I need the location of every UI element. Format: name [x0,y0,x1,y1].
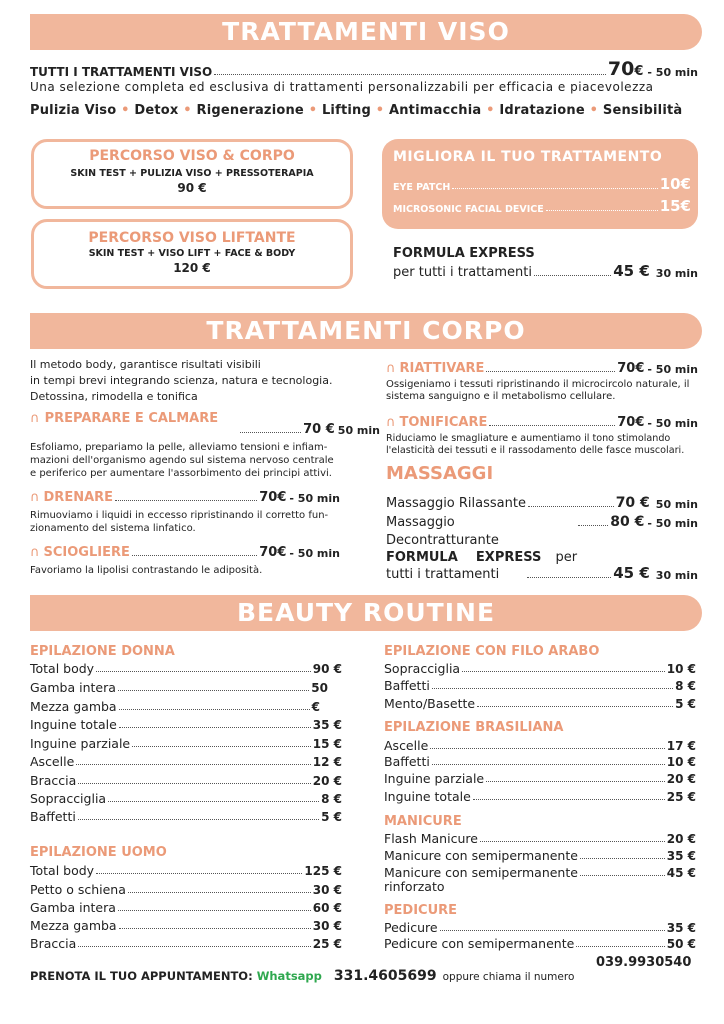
item-price: 12 € [312,755,342,769]
corpo-intro-line: in tempi brevi integrando scienza, natura e tecnologia. [30,374,333,387]
item-price: 5 € [321,810,342,824]
corpo-banner: TRATTAMENTI CORPO [30,313,702,349]
price-row [30,699,342,714]
price-row [384,848,696,863]
item-price: 30 € [312,883,342,897]
viso-express-title: FORMULA EXPRESS [393,246,535,261]
item-price: 8 € [321,792,342,806]
preparare-price: 70 € [303,422,335,437]
desc-line: zionamento del sistema linfatico. [30,523,196,534]
massaggio-rilassante-row [386,495,698,511]
price-row [30,900,342,915]
viso-express-label: per tutti i trattamenti [393,265,532,280]
item-label: Inguine totale [30,717,117,732]
massaggio-decontratturante-price: 80 € [610,514,645,530]
item-label: Gamba intera [30,680,116,695]
price-row [384,771,696,786]
landline-number[interactable]: 039.9930540 [596,955,692,970]
sciogliere-price: 70€ [259,545,287,560]
item-label: Braccia [30,936,77,951]
desc-line: sistema sanguigno e il metabolismo cellulare. [386,391,616,402]
item-label: Manicure con semipermanente [384,848,578,863]
filo-arabo-title: EPILAZIONE CON FILO ARABO [384,644,600,659]
viso-express-duration: 30 min [655,267,698,280]
riattivare-title: RIATTIVARE [399,361,485,376]
drenare-duration: - 50 min [289,492,340,505]
item-label: Total body [30,863,95,878]
viso-all-row [30,59,698,79]
price-row [384,696,696,711]
bullet-icon: • [308,103,318,118]
viso-all-duration: - 50 min [647,66,698,79]
percorso-liftante-price: 120 € [173,261,211,275]
sciogliere-title: SCIOGLIERE [43,545,130,560]
massaggio-decontratturante-row [386,514,698,530]
drenare-row [30,490,340,505]
percorso-liftante-title: PERCORSO VISO LIFTANTE [88,230,296,246]
massaggi-title: MASSAGGI [386,463,494,484]
price-row [30,809,342,824]
item-price: 8 € [675,679,696,693]
corpo-intro-line: Il metodo body, garantisce risultati visibili [30,358,261,371]
price-row [30,882,342,897]
flower-icon: ∩ [30,490,40,505]
item-price: 15 € [312,737,342,751]
corpo-express-per: per [555,550,578,565]
desc-line: e periferico per aumentare l'assorbimento dei principi attivi. [30,468,332,479]
item-price: 35 € [666,849,696,863]
pedicure-title: PEDICURE [384,903,458,918]
tonificare-row [386,415,698,430]
item-label: Inguine parziale [30,736,131,751]
epilazione-donna-title: EPILAZIONE DONNA [30,644,175,659]
item-label: Inguine totale [384,789,471,804]
category-idratazione: Idratazione [499,103,585,118]
category-rigenerazione: Rigenerazione [196,103,304,118]
riattivare-price: 70€ [617,361,645,376]
percorso-viso-corpo-desc: SKIN TEST + PULIZIA VISO + PRESSOTERAPIA [70,168,314,179]
price-row [30,773,342,788]
item-price: 10 € [666,662,696,676]
item-label: Mezza gamba [30,699,117,714]
category-detox: Detox [134,103,179,118]
percorso-viso-corpo-price: 90 € [177,181,207,195]
item-label: Ascelle [384,738,429,753]
viso-all-title: TUTTI I TRATTAMENTI VISO [30,65,213,79]
item-label: Mento/Basette [384,696,476,711]
migliora-item [393,197,691,215]
price-row [30,918,342,933]
percorso-liftante-box [31,219,353,289]
price-row [30,661,342,676]
price-row [384,920,696,935]
drenare-desc [30,509,328,535]
migliora-item-label: EYE PATCH [393,182,451,193]
category-sensibilita: Sensibilità [602,103,683,118]
category-lifting: Lifting [321,103,371,118]
footer-line [30,968,574,984]
viso-description: Una selezione completa ed esclusiva di trattamenti personalizzabili per efficacia e piacevolezza [30,80,654,94]
corpo-intro [30,357,332,405]
price-row [30,863,342,878]
drenare-price: 70€ [259,490,287,505]
migliora-title: MIGLIORA IL TUO TRATTAMENTO [393,149,663,165]
riattivare-duration: - 50 min [647,363,698,376]
brasiliana-title: EPILAZIONE BRASILIANA [384,720,564,735]
bullet-icon: • [183,103,192,118]
category-antimacchia: Antimacchia [388,103,482,118]
massaggio-decontratturante-label2: Decontratturante [386,533,499,548]
bullet-icon: • [375,103,385,118]
price-row [384,754,696,769]
item-label: Petto o schiena [30,882,126,897]
viso-express-price: 45 € [613,262,650,280]
epilazione-uomo-title: EPILAZIONE UOMO [30,845,167,860]
massaggio-rilassante-duration: 50 min [655,498,698,511]
item-price: 50 € [666,937,696,951]
price-row [30,936,342,951]
item-price: 35 € [312,718,342,732]
riattivare-row [386,361,698,376]
tonificare-title: TONIFICARE [399,415,488,430]
beauty-banner: BEAUTY ROUTINE [30,595,702,631]
migliora-item-price: 10€ [659,175,691,193]
percorso-viso-corpo-box [31,139,353,209]
desc-line: Rimuoviamo i liquidi in eccesso ripristinando il corretto fun- [30,510,329,521]
bullet-icon: • [486,103,495,118]
prenota-label: PRENOTA IL TUO APPUNTAMENTO: [30,969,253,983]
corpo-express-word: EXPRESS [475,550,542,565]
corpo-express-word: FORMULA [386,550,458,565]
tonificare-price: 70€ [617,415,645,430]
price-row [384,831,696,846]
drenare-title: DRENARE [43,490,114,505]
desc-line: Riduciamo le smagliature e aumentiamo il tono stimolando [386,433,671,444]
bullet-icon: • [589,103,599,118]
item-price: 50 [311,681,328,695]
tonificare-duration: - 50 min [647,417,698,430]
massaggio-rilassante-price: 70 € [615,495,650,511]
item-label: Gamba intera [30,900,116,915]
migliora-box [382,139,698,229]
massaggio-decontratturante-label: Massaggio [386,515,455,530]
phone-number[interactable]: 331.4605699 [333,968,437,984]
massaggio-rilassante-label: Massaggio Rilassante [386,496,526,511]
price-row [30,717,342,732]
oppure-label: oppure chiama il numero [442,971,575,983]
manicure-rinforzato: rinforzato [384,879,445,894]
item-price: 90 € [312,662,342,676]
item-price: 35 € [666,921,696,935]
item-label: Sopracciglia [384,661,461,676]
item-price: 5 € [675,697,696,711]
item-label: Pedicure con semipermanente [384,936,575,951]
item-price: 20 € [666,832,696,846]
flower-icon: ∩ [30,545,40,560]
item-label: Mezza gamba [30,918,117,933]
preparare-price-row [238,422,380,437]
whatsapp-link[interactable]: Whatsapp [256,969,322,983]
flower-icon: ∩ [30,411,40,426]
riattivare-desc [386,379,689,403]
item-label: Sopracciglia [30,791,107,806]
preparare-desc [30,441,334,480]
item-price: 60 € [312,901,342,915]
preparare-title: PREPARARE E CALMARE [44,411,219,426]
tonificare-desc [386,433,684,457]
item-label: Total body [30,661,95,676]
corpo-intro-line: Detossina, rimodella e tonifica [30,390,198,403]
desc-line: Esfoliamo, prepariamo la pelle, alleviamo tensioni e infiam- [30,442,328,453]
viso-all-price: 70 [607,58,635,80]
item-price: 20 € [312,774,342,788]
preparare-heading [30,407,218,426]
item-price: € [311,700,320,714]
item-price: 30 € [312,919,342,933]
price-row [30,736,342,751]
flower-icon: ∩ [386,361,396,376]
corpo-express-row [386,564,698,582]
price-row [384,678,696,693]
item-price: 10 € [666,755,696,769]
preparare-duration: 50 min [337,424,380,437]
migliora-item-label: MICROSONIC FACIAL DEVICE [393,204,544,215]
percorso-liftante-desc: SKIN TEST + VISO LIFT + FACE & BODY [88,248,296,259]
item-label: Flash Manicure [384,831,478,846]
desc-line: mazioni dell'organismo agendo sul sistema nervoso centrale [30,455,334,466]
manicure-title: MANICURE [384,814,462,829]
price-row [30,680,342,695]
massaggio-decontratturante-duration: - 50 min [647,517,698,530]
viso-banner: TRATTAMENTI VISO [30,14,702,50]
bullet-icon: • [121,103,130,118]
item-price: 25 € [666,790,696,804]
item-label: Ascelle [30,754,75,769]
item-price: 125 € [304,864,342,878]
corpo-express-title [386,550,577,565]
viso-all-currency: € [634,64,644,79]
desc-line: Ossigeniamo i tessuti ripristinando il microcircolo naturale, il [386,379,690,390]
price-row [30,791,342,806]
price-row [30,754,342,769]
item-price: 17 € [666,739,696,753]
item-label: Baffetti [30,809,76,824]
item-label: Pedicure [384,920,438,935]
price-row [384,936,696,951]
item-price: 20 € [666,772,696,786]
item-label: Braccia [30,773,77,788]
item-price: 45 € [666,866,696,880]
flower-icon: ∩ [386,415,396,430]
price-row [384,661,696,676]
price-row [384,789,696,804]
viso-categories [30,103,682,118]
price-row [384,865,696,880]
percorso-viso-corpo-title: PERCORSO VISO & CORPO [89,148,295,164]
category-pulizia: Pulizia Viso [30,103,117,118]
migliora-item [393,175,691,193]
item-label: Manicure con semipermanente [384,865,578,880]
sciogliere-duration: - 50 min [289,547,340,560]
sciogliere-row [30,545,340,560]
corpo-express-price: 45 € [613,564,650,582]
desc-line: l'elasticità dei tessuti e il rassodamento delle fasce muscolari. [386,445,685,456]
item-label: Baffetti [384,754,430,769]
corpo-express-label: tutti i trattamenti [386,567,500,582]
item-label: Inguine parziale [384,771,485,786]
corpo-express-duration: 30 min [655,569,698,582]
item-label: Baffetti [384,678,430,693]
migliora-item-price: 15€ [659,197,691,215]
sciogliere-desc: Favoriamo la lipolisi contrastando le adiposità. [30,565,263,576]
viso-express-row [393,262,698,280]
price-row [384,738,696,753]
item-price: 25 € [312,937,342,951]
